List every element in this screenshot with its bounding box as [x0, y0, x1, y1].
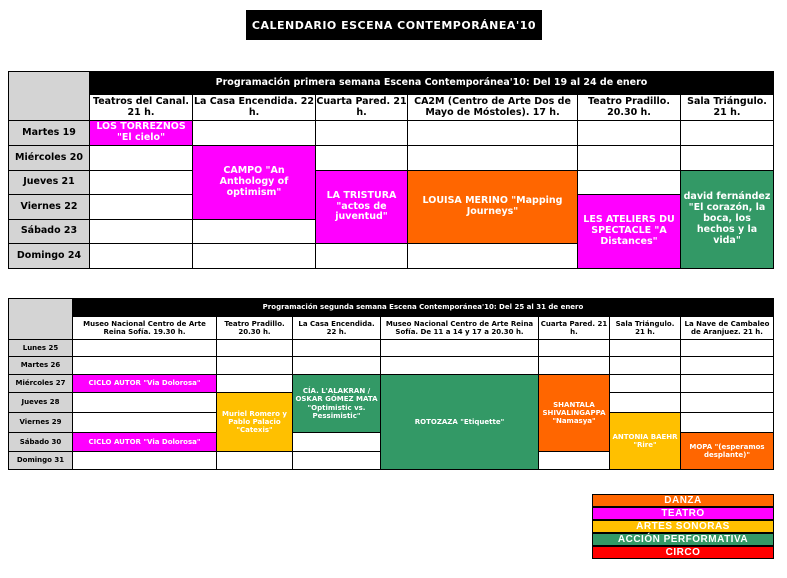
empty-cell: [292, 356, 381, 375]
event-muriel-romero[interactable]: Muriel Romero y Pablo Palacio "Catexis": [216, 392, 293, 452]
day-miercoles-20: Miércoles 20: [8, 145, 90, 171]
day-miercoles-27: Miércoles 27: [8, 374, 73, 393]
venue-cuarta-pared: Cuarta Pared. 21 h.: [315, 94, 408, 121]
day-viernes-22: Viernes 22: [8, 194, 90, 220]
empty-cell: [609, 392, 681, 413]
event-los-torreznos[interactable]: LOS TORREZNOS "El cielo": [89, 120, 193, 146]
day-sabado-30: Sábado 30: [8, 432, 73, 452]
empty-cell: [538, 356, 610, 375]
day-jueves-21: Jueves 21: [8, 170, 90, 195]
empty-cell: [380, 339, 539, 357]
corner-cell: [8, 71, 90, 121]
legend-circo: CIRCO: [592, 546, 774, 559]
event-rotozaza[interactable]: ROTOZAZA "Etiquette": [380, 374, 539, 470]
empty-cell: [72, 356, 217, 375]
venue-casa-encendida: La Casa Encendida. 22 h.: [292, 316, 381, 340]
day-jueves-28: Jueves 28: [8, 392, 73, 413]
event-la-tristura[interactable]: LA TRISTURA "actos de juventud": [315, 170, 408, 244]
corner-cell: [8, 298, 73, 340]
event-ciclo-autor-30[interactable]: CICLO AUTOR "Via Dolorosa": [72, 432, 217, 452]
empty-cell: [407, 243, 578, 269]
empty-cell: [577, 120, 681, 146]
empty-cell: [538, 339, 610, 357]
empty-cell: [72, 412, 217, 433]
empty-cell: [609, 374, 681, 393]
empty-cell: [89, 219, 193, 244]
empty-cell: [577, 170, 681, 195]
legend-artes-sonoras: ARTES SONORAS: [592, 520, 774, 533]
empty-cell: [315, 243, 408, 269]
empty-cell: [72, 451, 217, 470]
event-louisa-merino[interactable]: LOUISA MERINO "Mapping Journeys": [407, 170, 578, 244]
empty-cell: [680, 374, 774, 393]
empty-cell: [315, 120, 408, 146]
day-lunes-25: Lunes 25: [8, 339, 73, 357]
event-mopa[interactable]: MOPA "(esperamos desplante)": [680, 432, 774, 470]
event-david-fernandez[interactable]: david fernández "El corazón, la boca, los hechos y la vida": [680, 170, 774, 269]
empty-cell: [680, 339, 774, 357]
empty-cell: [407, 145, 578, 171]
empty-cell: [292, 451, 381, 470]
legend-accion-performativa: ACCIÓN PERFORMATIVA: [592, 533, 774, 546]
week2-header: Programación segunda semana Escena Contemporánea'10: Del 25 al 31 de enero: [72, 298, 774, 317]
empty-cell: [72, 392, 217, 413]
empty-cell: [292, 339, 381, 357]
empty-cell: [609, 356, 681, 375]
empty-cell: [609, 339, 681, 357]
page-title: CALENDARIO ESCENA CONTEMPORÁNEA'10: [246, 10, 542, 40]
empty-cell: [192, 243, 316, 269]
event-ciclo-autor-27[interactable]: CICLO AUTOR "Via Dolorosa": [72, 374, 217, 393]
empty-cell: [292, 432, 381, 452]
empty-cell: [89, 194, 193, 220]
day-martes-19: Martes 19: [8, 120, 90, 146]
empty-cell: [538, 451, 610, 470]
legend-teatro: TEATRO: [592, 507, 774, 520]
empty-cell: [680, 392, 774, 413]
day-domingo-31: Domingo 31: [8, 451, 73, 470]
venue-cuarta-pared: Cuarta Pared. 21 h.: [538, 316, 610, 340]
venue-sala-triangulo: Sala Triángulo. 21 h.: [609, 316, 681, 340]
venue-teatros-del-canal: Teatros del Canal. 21 h.: [89, 94, 193, 121]
empty-cell: [680, 412, 774, 433]
venue-sala-triangulo: Sala Triángulo. 21 h.: [680, 94, 774, 121]
empty-cell: [89, 243, 193, 269]
empty-cell: [89, 145, 193, 171]
empty-cell: [192, 120, 316, 146]
event-shantala[interactable]: SHANTALA SHIVALINGAPPA "Namasya": [538, 374, 610, 452]
venue-ca2m: CA2M (Centro de Arte Dos de Mayo de Móstoles). 17 h.: [407, 94, 578, 121]
empty-cell: [72, 339, 217, 357]
event-les-ateliers[interactable]: LES ATELIERS DU SPECTACLE "A Distances": [577, 194, 681, 269]
empty-cell: [407, 120, 578, 146]
empty-cell: [577, 145, 681, 171]
empty-cell: [216, 356, 293, 375]
empty-cell: [216, 374, 293, 393]
empty-cell: [680, 145, 774, 171]
day-sabado-23: Sábado 23: [8, 219, 90, 244]
venue-reina-sofia: Museo Nacional Centro de Arte Reina Sofía. 19.30 h.: [72, 316, 217, 340]
empty-cell: [216, 339, 293, 357]
empty-cell: [216, 451, 293, 470]
empty-cell: [315, 145, 408, 171]
event-alakran[interactable]: CÍA. L'ALAKRAN / OSKAR GÓMEZ MATA "Optimistic vs. Pessimistic": [292, 374, 381, 433]
empty-cell: [680, 120, 774, 146]
day-domingo-24: Domingo 24: [8, 243, 90, 269]
empty-cell: [192, 219, 316, 244]
empty-cell: [680, 356, 774, 375]
day-viernes-29: Viernes 29: [8, 412, 73, 433]
venue-reina-sofia-2: Museo Nacional Centro de Arte Reina Sofía. De 11 a 14 y 17 a 20.30 h.: [380, 316, 539, 340]
legend-danza: DANZA: [592, 494, 774, 507]
venue-teatro-pradillo: Teatro Pradillo. 20.30 h.: [216, 316, 293, 340]
event-campo[interactable]: CAMPO "An Anthology of optimism": [192, 145, 316, 220]
event-antonia-baehr[interactable]: ANTONIA BAEHR "Rire": [609, 412, 681, 470]
venue-casa-encendida: La Casa Encendida. 22 h.: [192, 94, 316, 121]
day-martes-26: Martes 26: [8, 356, 73, 375]
empty-cell: [89, 170, 193, 195]
week1-header: Programación primera semana Escena Contemporánea'10: Del 19 al 24 de enero: [89, 71, 774, 95]
venue-nave-cambaleo: La Nave de Cambaleo de Aranjuez. 21 h.: [680, 316, 774, 340]
empty-cell: [380, 356, 539, 375]
venue-teatro-pradillo: Teatro Pradillo. 20.30 h.: [577, 94, 681, 121]
